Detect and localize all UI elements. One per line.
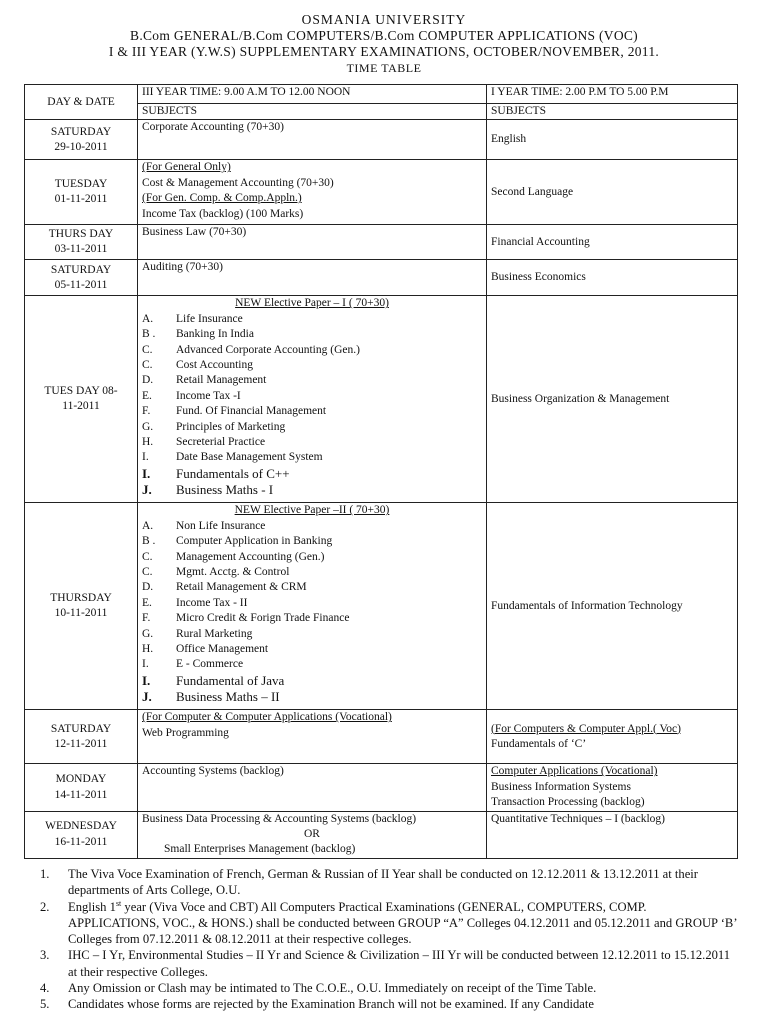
list-item: I. Date Base Management System [142, 451, 323, 464]
table-row [25, 710, 738, 764]
list-item: E. Income Tax -I [142, 389, 241, 402]
list-item: C. Management Accounting (Gen.) [142, 550, 325, 563]
vocational-note: Computer Applications (Vocational) [491, 765, 658, 778]
day-name: WEDNESDAY [45, 820, 117, 833]
elective-title: NEW Elective Paper –II ( 70+30) [234, 504, 390, 517]
iii-subject [138, 710, 487, 764]
subject-line: Small Enterprises Management (backlog) [164, 843, 356, 856]
col-header-i-year: I YEAR TIME: 2.00 P.M TO 5.00 P.M [487, 85, 738, 104]
day-date: 29-10-2011 [54, 140, 108, 153]
elective-paper-i [138, 296, 487, 503]
day-date: 12-11-2011 [54, 737, 108, 750]
table-row [25, 811, 738, 858]
list-item: A. Non Life Insurance [142, 519, 266, 532]
i-subject: Fundamentals of Information Technology [487, 503, 738, 710]
day-name: TUES DAY 08- [44, 385, 118, 397]
time-table-title: TIME TABLE [346, 61, 422, 75]
list-item: I. Fundamental of Java [142, 672, 285, 688]
subject-line: Web Programming [142, 726, 229, 739]
subjects-label-i: SUBJECTS [487, 104, 738, 120]
i-subject: Business Economics [487, 260, 738, 296]
list-item: I. Fundamentals of C++ [142, 465, 290, 481]
elective-title: NEW Elective Paper – I ( 70+30) [235, 297, 389, 310]
list-item: F. Fund. Of Financial Management [142, 405, 327, 418]
day-name: MONDAY [55, 773, 107, 786]
subject-line: Income Tax (backlog) (100 Marks) [142, 207, 304, 220]
list-item: G. Principles of Marketing [142, 420, 286, 433]
iii-subject: Business Law (70+30) [138, 225, 487, 260]
day-date: 01-11-2011 [54, 193, 108, 206]
table-row [25, 120, 738, 160]
note-item: 5. Candidates whose forms are rejected by the Examination Branch will not be examined. If any Candidate [40, 997, 594, 1012]
day-cell [25, 120, 138, 160]
note-item: 1. The Viva Voce Examination of French, German & Russian of II Year shall be conducted on 12.12.2011 & 13.12.2011 at their departments of Arts College, O.U. [40, 867, 698, 898]
table-row [25, 160, 738, 225]
day-date: 05-11-2011 [54, 278, 108, 291]
list-item: C. Mgmt. Acctg. & Control [142, 566, 290, 579]
day-date: 10-11-2011 [54, 607, 108, 620]
i-subject: English [487, 120, 738, 160]
subject-line: Transaction Processing (backlog) [491, 796, 645, 809]
list-item: A. Life Insurance [142, 312, 243, 325]
day-name: TUESDAY [54, 178, 108, 190]
iii-subject: Accounting Systems (backlog) [138, 764, 487, 811]
subject-line: Cost & Management Accounting (70+30) [142, 176, 334, 189]
col-header-iii-year: III YEAR TIME: 9.00 A.M TO 12.00 NOON [138, 85, 487, 104]
document-header [0, 0, 768, 76]
day-cell [25, 811, 138, 858]
notes-list [40, 866, 740, 1013]
list-item: F. Micro Credit & Forign Trade Finance [142, 612, 350, 625]
i-subject: Financial Accounting [487, 225, 738, 260]
list-item: J. Business Maths – II [142, 688, 280, 704]
iii-subject [138, 160, 487, 225]
list-item: C. Cost Accounting [142, 359, 253, 372]
subject-line: Business Information Systems [491, 780, 631, 793]
computers-appl-note: (For Computers & Computer Appl.( Voc) [491, 722, 681, 735]
day-date: 11-2011 [62, 400, 100, 413]
list-item: J. Business Maths - I [142, 481, 274, 497]
day-name: SATURDAY [50, 722, 112, 735]
general-only-note: (For General Only) [142, 161, 231, 174]
day-date: 03-11-2011 [54, 243, 108, 256]
day-name: SATURDAY [50, 263, 112, 276]
col-header-day: DAY & DATE [25, 85, 138, 120]
day-cell [25, 296, 138, 503]
iii-subject: Auditing (70+30) [138, 260, 487, 296]
day-cell [25, 260, 138, 296]
list-item: D. Retail Management [142, 374, 267, 387]
day-cell [25, 225, 138, 260]
day-cell [25, 764, 138, 811]
list-item: B . Banking In India [142, 328, 254, 341]
iii-subject [138, 811, 487, 858]
day-date: 14-11-2011 [54, 788, 108, 801]
exam-line: I & III YEAR (Y.W.S) SUPPLEMENTARY EXAMINATIONS, OCTOBER/NOVEMBER, 2011. [108, 44, 660, 59]
or-separator: OR [304, 828, 320, 841]
subjects-label-iii: SUBJECTS [138, 104, 487, 120]
day-name: THURSDAY [50, 592, 112, 604]
day-name: THURS DAY [48, 228, 114, 240]
computer-applications-note: (For Computer & Computer Applications (Vocational) [142, 711, 392, 724]
gen-comp-note: (For Gen. Comp. & Comp.Appln.) [142, 192, 302, 205]
iii-subject: Corporate Accounting (70+30) [138, 120, 487, 160]
elective-paper-ii [138, 503, 487, 710]
list-item: I. E - Commerce [142, 658, 244, 671]
day-cell [25, 710, 138, 764]
list-item: H. Secreterial Practice [142, 436, 266, 449]
list-item: C. Advanced Corporate Accounting (Gen.) [142, 343, 360, 356]
list-item: G. Rural Marketing [142, 627, 253, 640]
subject-line: Fundamentals of ‘C’ [491, 737, 587, 750]
i-subject: Business Organization & Management [487, 296, 738, 503]
note-item: 3. IHC – I Yr, Environmental Studies – II Yr and Science & Civilization – III Yr will be conducted between 12.12.2011 to 15.12.2011 at their respective Colleges. [40, 948, 731, 979]
list-item: B . Computer Application in Banking [142, 535, 333, 548]
table-row [25, 503, 738, 710]
i-subject [487, 710, 738, 764]
course-line: B.Com GENERAL/B.Com COMPUTERS/B.Com COMPUTER APPLICATIONS (VOC) [130, 28, 638, 43]
list-item: D. Retail Management & CRM [142, 581, 307, 594]
subject-line: Business Data Processing & Accounting Systems (backlog) [142, 812, 417, 825]
university-name: OSMANIA UNIVERSITY [301, 12, 467, 27]
note-item: 4. Any Omission or Clash may be intimated to The C.O.E., O.U. Immediately on receipt of the Time Table. [40, 981, 597, 996]
day-name: SATURDAY [50, 125, 112, 138]
day-cell [25, 160, 138, 225]
table-row [25, 764, 738, 811]
table-row [25, 260, 738, 296]
list-item: E. Income Tax - II [142, 596, 248, 609]
day-cell [25, 503, 138, 710]
i-subject [487, 764, 738, 811]
day-date: 16-11-2011 [54, 835, 108, 848]
time-table [24, 84, 738, 859]
table-row [25, 296, 738, 503]
list-item: H. Office Management [142, 643, 269, 656]
i-subject: Quantitative Techniques – I (backlog) [487, 811, 738, 858]
table-row [25, 225, 738, 260]
i-subject: Second Language [487, 160, 738, 225]
note-item: 2. English 1st year (Viva Voce and CBT) All Computers Practical Examinations (GENERAL, COMPUTERS, COMP. APPLICATIONS, VOC., & HONS.) shall be conducted between GROUP “A” Colleges 04.12.2011 and 05.12.2011 and GROUP ‘B’ Colleges from 07.12.2011 & 08.12.2011 at their respective colleges. [40, 898, 737, 947]
